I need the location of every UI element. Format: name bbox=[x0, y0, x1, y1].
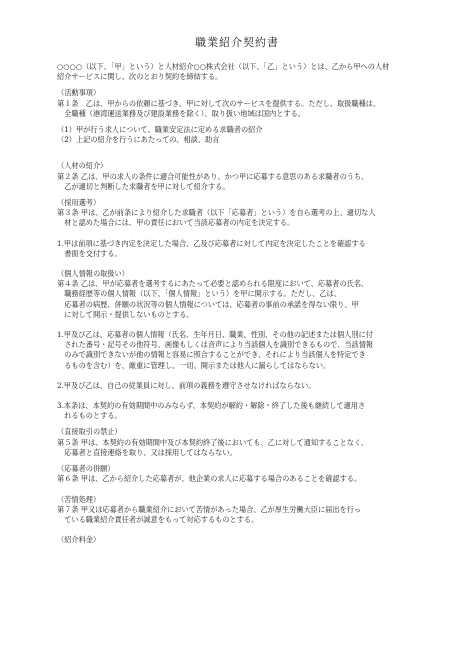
list-item: れるものとする。 bbox=[57, 411, 122, 421]
article-line: に対して開示・提供しないものとする。 bbox=[57, 309, 194, 319]
section-heading: （採用選考） bbox=[57, 198, 101, 208]
section-heading: （紹介料金） bbox=[57, 535, 101, 545]
article-line: 第１条 乙は、甲からの依頼に基づき、甲に対して次のサービスを提供する。ただし、取扱職種は、 bbox=[57, 98, 381, 108]
list-item: るものを含む）を、厳重に管理し、一切、開示または他人に漏らしてはならない。 bbox=[57, 360, 331, 370]
article-line: 応募者の病歴、併願の状況等の個人情報については、応募者の事前の承諾を得ない限り、甲 bbox=[57, 299, 359, 309]
list-item: のみで識別できないが他の情報と容易に照合することができ、それにより当該個人を特定でき bbox=[57, 350, 366, 360]
article-line: 第７条 甲又は応募者から職業紹介において苦情があった場合、乙が厚生労働大臣に届出を行っ bbox=[57, 504, 362, 514]
article-line: 第２条 乙は、甲の求人の条件に適合可能性があり、かつ甲に応募する意思のある求職者のうち、 bbox=[57, 171, 369, 181]
list-item: された番号・記号その他符号、画像もしくは音声により当該個人を識別できるもので、当該情報 bbox=[57, 340, 374, 350]
article-line: 第３条 甲は、乙が前条により紹介した求職者（以下「応募者」という）を自ら選考の上、適切な人 bbox=[57, 208, 376, 218]
list-item: 1.甲及び乙は、応募者の個人情報（氏名、生年月日、職業、性別、その他の記述または個人別に付 bbox=[57, 330, 373, 340]
article-line: 全職種（港湾運送業務及び建設業務を除く）、取り扱い地域は国内とする。 bbox=[57, 108, 305, 118]
article-line: 第５条 甲は、本契約の有効期間中及び本契約終了後においても、乙に対して通知することなく、 bbox=[57, 437, 369, 447]
list-item: （1）甲が行う求人について、職業安定法に定める求職者の紹介 bbox=[57, 125, 263, 135]
intro-line: 紹介サービスに関し、次のとおり契約を締結する。 bbox=[57, 72, 223, 82]
section-heading: （個人情報の取扱い） bbox=[57, 269, 129, 279]
intro-line: ○○○○（以下、「甲」という）と人材紹介○○株式会社（以下、「乙」という）とは、乙から甲への人材 bbox=[57, 62, 390, 71]
section-heading: （直接取引の禁止） bbox=[57, 427, 122, 437]
article-line: 第４条 乙は、甲が応募者を選考するにあたって必要と認められる限度において、応募者の氏名、 bbox=[57, 279, 369, 289]
list-item: 書面を交付する。 bbox=[57, 248, 122, 258]
article-line: 材と認めた場合には、甲の責任において当該応募者の内定を決定する。 bbox=[57, 218, 295, 228]
list-item: 1.甲は前項に基づき内定を決定した場合、乙及び応募者に対して内定を決定したことを確認する bbox=[57, 238, 366, 248]
article-line: 第６条 甲は、乙から紹介した応募者が、他企業の求人に応募する場合のあることを確認する。 bbox=[57, 474, 362, 484]
section-heading: （人材の紹介） bbox=[57, 161, 108, 171]
list-item: （2）上記の紹介を行うにあたっての、相談、助言 bbox=[57, 135, 220, 145]
section-heading: （苦情処理） bbox=[57, 494, 101, 504]
article-line: 応募者と直接連絡を取り、又は採用してはならない。 bbox=[57, 447, 237, 457]
document-body bbox=[57, 62, 419, 545]
article-line: ている職業紹介責任者が誠意をもって対応するものとする。 bbox=[57, 514, 259, 524]
section-heading: （応募者の併願） bbox=[57, 464, 115, 474]
section-heading: （活動事項） bbox=[57, 88, 101, 98]
list-item: 2.甲及び乙は、自己の従業員に対し、前項の義務を遵守させなければならない。 bbox=[57, 380, 316, 390]
article-line: 乙が適切と判断した求職者を甲に対して紹介する。 bbox=[57, 181, 230, 191]
list-item: 3.本条は、本契約の有効期間中のみならず、本契約が解約・解除・終了した後も継続して適用さ bbox=[57, 401, 366, 411]
document-title: 職業紹介契約書 bbox=[195, 36, 279, 49]
article-line: 職務経歴等の個人情報（以下、「個人情報」という）を甲に開示する。ただし、乙は、 bbox=[57, 289, 341, 299]
